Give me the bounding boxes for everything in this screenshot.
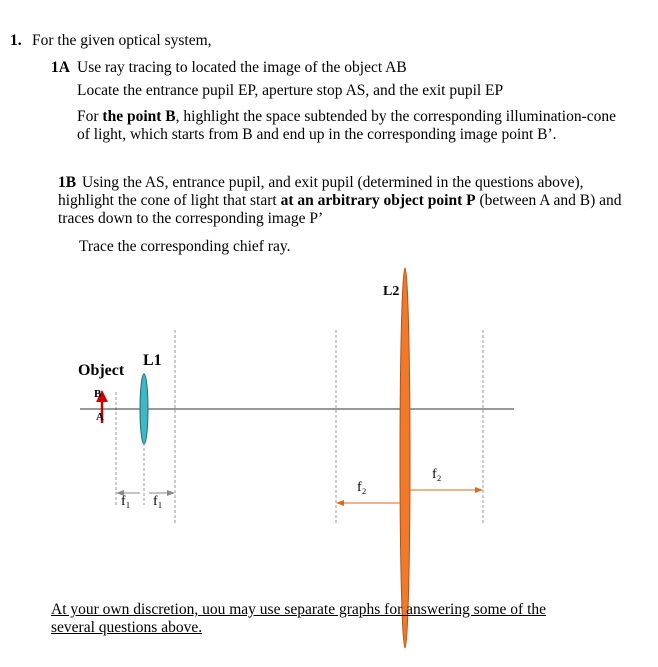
part-1a-line1: Use ray tracing to located the image of the object AB [77,59,407,76]
part-1a-tag: 1A [51,59,70,76]
question-intro: For the given optical system, [32,32,212,49]
part-1b-paragraph: Using the AS, entrance pupil, and exit pupil (determined in the questions above), highlight the cone of light that start at an arbitrary object point P (between A and B) and traces down to the corresponding image P’ [58,174,622,227]
question-number: 1. [10,32,22,49]
f2-left-label: f₂ [357,480,367,495]
lens-l2-label: L2 [383,284,400,299]
point-b-label: B [94,388,102,400]
f2-right-label: f₂ [432,467,442,482]
part-1a-paragraph: For the point B, highlight the space subtended by the corresponding illumination-cone of light, which starts from B and end up in the corresponding image point B’. [77,108,616,143]
lens-l1-label: L1 [143,352,162,369]
object-label: Object [78,362,125,379]
part-1b-tag: 1B [58,174,77,191]
lens-l1 [140,374,148,444]
lens-l2 [400,268,410,648]
point-a-label: A [96,411,104,423]
part-1b-chief-ray: Trace the corresponding chief ray. [79,238,291,255]
footer-note: At your own discretion, uou may use separate graphs for answering some of the several questions above. [51,601,547,636]
f1-right-label: f₁ [153,494,163,509]
f1-left-label: f₁ [121,494,131,509]
part-1a-line2: Locate the entrance pupil EP, aperture stop AS, and the exit pupil EP [77,82,504,99]
